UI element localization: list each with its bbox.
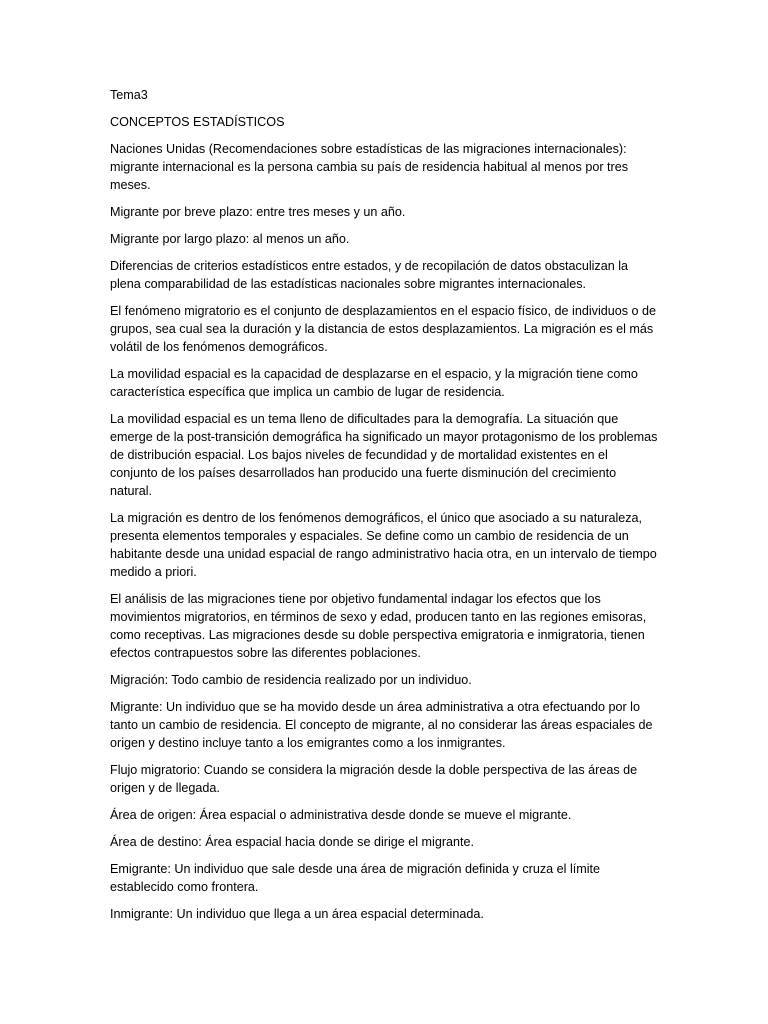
paragraph-short-term-migrant: Migrante por breve plazo: entre tres meses y un año. <box>110 205 406 219</box>
paragraph-def-flujo: Flujo migratorio: Cuando se considera la migración desde la doble perspectiva de las áreas de origen y de llegada. <box>110 763 638 795</box>
document-title: Tema3 <box>110 88 148 102</box>
paragraph-statistical-criteria: Diferencias de criterios estadísticos entre estados, y de recopilación de datos obstaculizan la plena comparabilidad de las estadísticas nacionales sobre migrantes internacionales. <box>110 259 629 291</box>
paragraph-def-migracion: Migración: Todo cambio de residencia realizado por un individuo. <box>110 673 472 687</box>
paragraph-def-area-origen: Área de origen: Área espacial o administrativa desde donde se mueve el migrante. <box>110 808 572 822</box>
paragraph-migration-analysis: El análisis de las migraciones tiene por objetivo fundamental indagar los efectos que los movimientos migratorios, en términos de sexo y edad, producen tanto en las regiones emisoras, como receptivas. Las migraciones desde su doble perspectiva emigratoria e inmigratoria, tienen efectos contrapuestos sobre las diferentes poblaciones. <box>110 592 647 660</box>
paragraph-def-area-destino: Área de destino: Área espacial hacia donde se dirige el migrante. <box>110 835 475 849</box>
paragraph-migratory-phenomenon: El fenómeno migratorio es el conjunto de desplazamientos en el espacio físico, de individuos o de grupos, sea cual sea la duración y la distancia de estos desplazamientos. La migración es el más volátil de los fenómenos demográficos. <box>110 304 657 354</box>
document-page <box>110 86 658 932</box>
paragraph-spatial-mobility: La movilidad espacial es la capacidad de desplazarse en el espacio, y la migración tiene como característica específica que implica un cambio de lugar de residencia. <box>110 367 638 399</box>
paragraph-mobility-difficulties: La movilidad espacial es un tema lleno de dificultades para la demografía. La situación que emerge de la post-transición demográfica ha significado un mayor protagonismo de los problemas de distribución espacial. Los bajos niveles de fecundidad y de mortalidad existentes en el conjunto de los países desarrollados han producido una fuerte disminución del crecimiento natural. <box>110 412 658 498</box>
paragraph-def-inmigrante: Inmigrante: Un individuo que llega a un área espacial determinada. <box>110 907 484 921</box>
section-heading: CONCEPTOS ESTADÍSTICOS <box>110 115 285 129</box>
paragraph-un-definition: Naciones Unidas (Recomendaciones sobre estadísticas de las migraciones internacionales): migrante internacional es la persona cambia su país de residencia habitual al menos por tres meses. <box>110 142 629 192</box>
paragraph-def-emigrante: Emigrante: Un individuo que sale desde una área de migración definida y cruza el límite establecido como frontera. <box>110 862 601 894</box>
paragraph-def-migrante: Migrante: Un individuo que se ha movido desde un área administrativa a otra efectuando por lo tanto un cambio de residencia. El concepto de migrante, al no considerar las áreas espaciales de origen y destino incluye tanto a los emigrantes como a los inmigrantes. <box>110 700 653 750</box>
paragraph-long-term-migrant: Migrante por largo plazo: al menos un año. <box>110 232 350 246</box>
paragraph-migration-definition: La migración es dentro de los fenómenos demográficos, el único que asociado a su naturaleza, presenta elementos temporales y espaciales. Se define como un cambio de residencia de un habitante desde una unidad espacial de rango administrativo hacia otra, en un intervalo de tiempo medido a priori. <box>110 511 657 579</box>
